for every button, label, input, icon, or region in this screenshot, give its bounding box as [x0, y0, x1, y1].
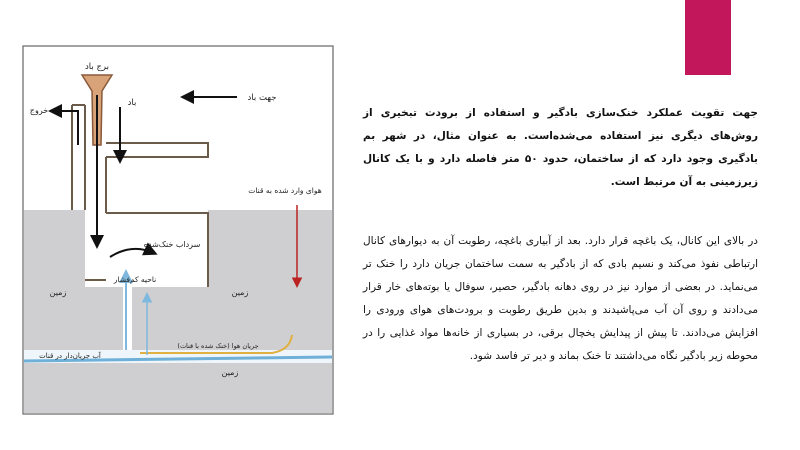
label-wind-direction: جهت باد — [247, 93, 277, 103]
accent-bar — [685, 0, 731, 75]
label-cooled-cellar: سرداب خنک‌شده — [143, 240, 201, 249]
label-ground-bottom: زمین — [221, 368, 239, 377]
label-tower: برج باد — [85, 62, 109, 72]
badgir-diagram — [22, 45, 334, 415]
label-ground-left: زمین — [49, 288, 67, 297]
label-exit: خروج — [29, 106, 49, 115]
label-ground-right: زمین — [231, 288, 249, 297]
paragraph-1: جهت تقویت عملکرد خنک‌سازی بادگیر و استفاده از برودت تبخیری از روش‌های دیگری نیز استفاده می‌شده‌است. به عنوان مثال، در شهر بم بادگیری وجود دارد که از ساختمان، حدود ۵۰ متر فاصله دارد و با یک کانال زیرزمینی به آن مرتبط است. — [363, 107, 758, 188]
label-evaporation-zone: ناحیه کم‌فشار — [113, 275, 157, 284]
paragraph-2: در بالای این کانال، یک باغچه قرار دارد. بعد از آبیاری باغچه، رطوبت آن به دیوارهای کانال ارتباطی نفوذ می‌کند و نسیم بادی که از بادگیر به سمت ساختمان جریان دارد را خنک تر می‌نماید. در بعضی از موارد نیز در روی دهانه بادگیر، حصیر، سوفال یا بوته‌های خار قرار می‌دادند و روی آن آب می‌پاشیدند و بدین طریق رطوبت و برودت‌های هوای ورودی را افزایش می‌دادند. تا پیش از پیدایش یخچال برقی، در بسیاری از خانه‌ها مواد غذایی را در محوطه زیر بادگیر نگاه می‌داشتند تا خنک بماند و دیر تر فاسد شود. — [363, 235, 758, 362]
badgir-diagram-svg — [22, 45, 334, 415]
label-qanat-water: آب جریان‌دار در قنات — [39, 352, 101, 360]
label-air-to-qanat: هوای وارد شده به قنات — [248, 186, 322, 195]
label-air-flow: جریان هوا (خنک شده با قنات) — [177, 342, 259, 350]
label-wind: باد — [127, 98, 137, 108]
ground-bottom-block — [24, 363, 332, 413]
